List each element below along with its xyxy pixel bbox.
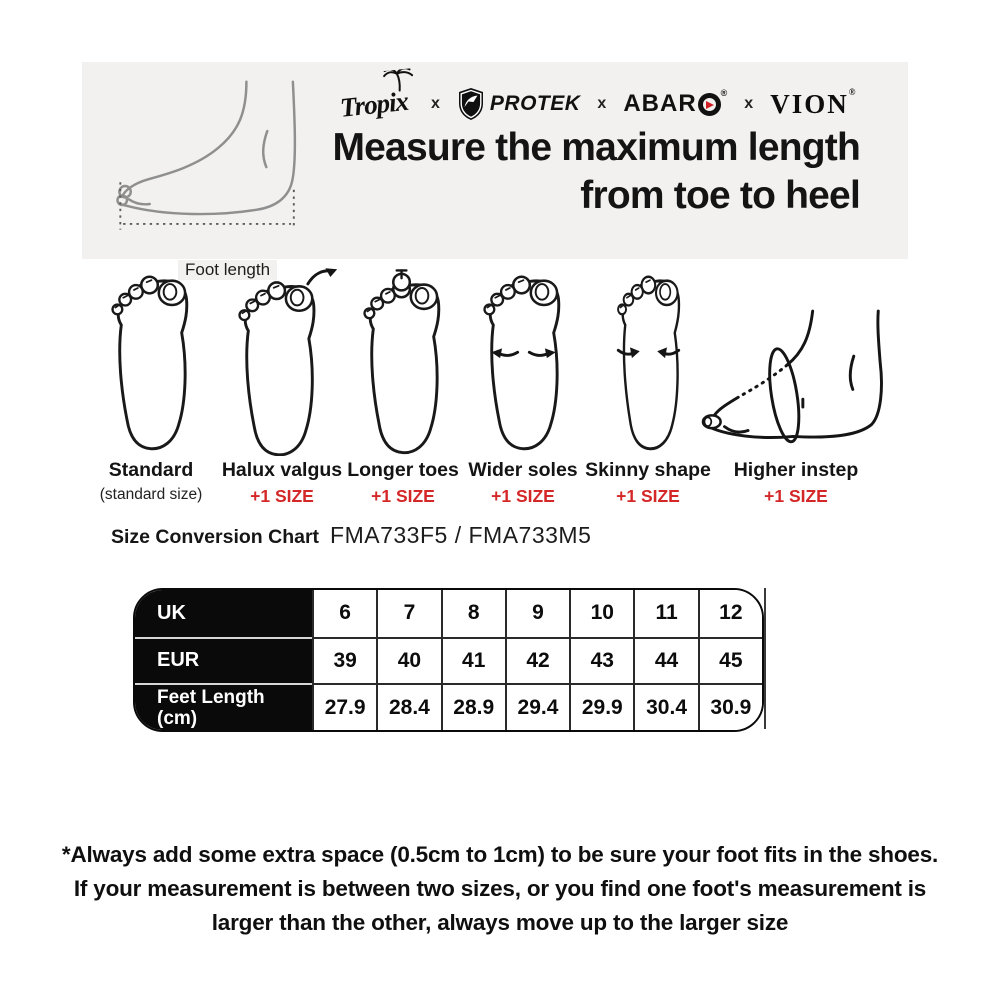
disclaimer (0, 838, 1000, 940)
foot-type-label: Standard (108, 459, 194, 481)
table-cell: 28.4 (376, 683, 440, 730)
vion-logo-text: VION (770, 88, 849, 119)
table-cell: 6 (312, 590, 376, 637)
foot-type-standard (76, 268, 226, 504)
protek-shield-icon (457, 87, 485, 121)
disclaimer-line2: If your measurement is between two sizes, or you find one foot's measurement is (73, 876, 927, 901)
foot-length-label: Foot length (178, 260, 277, 280)
disclaimer-line3: larger than the other, always move up to the larger size (211, 910, 789, 935)
size-conversion-table (133, 588, 764, 732)
tropix-logo-text: Tropix (338, 85, 410, 123)
hero-banner (82, 62, 908, 279)
foot-type-higher-instep (686, 268, 906, 507)
protek-logo-text: PROTEK (489, 92, 581, 115)
table-cell: 40 (376, 637, 440, 684)
foot-type-label: Higher instep (733, 459, 859, 481)
row-header-eur: EUR (135, 637, 312, 684)
logo-separator: x (744, 95, 754, 112)
table-cell: 12 (698, 590, 762, 637)
table-cell: 8 (441, 590, 505, 637)
foot-type-size-note: +1 SIZE (371, 486, 435, 506)
size-chart-title: Size Conversion Chart (111, 526, 320, 548)
foot-side-measure-illustration (108, 76, 345, 242)
headline-line2: from toe to heel (580, 174, 860, 217)
tropix-logo (339, 85, 416, 124)
abaro-o-icon (698, 93, 721, 116)
foot-sole-wider-soles-illustration (467, 268, 579, 456)
table-cell: 30.4 (633, 683, 697, 730)
table-cell: 45 (698, 637, 762, 684)
table-cell: 9 (505, 590, 569, 637)
registered-mark: ® (720, 88, 728, 98)
table-cell: 44 (633, 637, 697, 684)
table-cell: 11 (633, 590, 697, 637)
disclaimer-line1: *Always add some extra space (0.5cm to 1cm) to be sure your foot fits in the shoes. (61, 842, 939, 867)
vion-logo (770, 86, 858, 120)
registered-mark: ® (848, 86, 858, 97)
table-cell: 10 (569, 590, 633, 637)
size-table-grid (135, 590, 762, 730)
foot-type-label: Wider soles (468, 459, 578, 481)
foot-type-label: Longer toes (347, 459, 459, 481)
row-header-uk: UK (135, 590, 312, 637)
table-cell: 29.4 (505, 683, 569, 730)
table-cell: 27.9 (312, 683, 376, 730)
table-cell: 39 (312, 637, 376, 684)
row-header-feet-length: Feet Length (cm) (135, 683, 312, 730)
foot-type-note: (standard size) (99, 486, 203, 503)
table-cell: 7 (376, 590, 440, 637)
table-cell: 41 (441, 637, 505, 684)
foot-sole-longer-toes-illustration (347, 268, 459, 456)
foot-type-size-note: +1 SIZE (491, 486, 555, 506)
table-cell: 43 (569, 637, 633, 684)
table-cell: 28.9 (441, 683, 505, 730)
foot-type-size-note: +1 SIZE (250, 486, 314, 506)
headline (332, 124, 860, 220)
table-right-edge-line (764, 588, 766, 729)
size-chart-model-codes: FMA733F5 / FMA733M5 (330, 522, 592, 548)
brand-logo-row (340, 78, 857, 130)
table-cell: 42 (505, 637, 569, 684)
foot-type-label: Skinny shape (585, 459, 711, 481)
foot-type-size-note: +1 SIZE (616, 486, 680, 506)
table-cell: 30.9 (698, 683, 762, 730)
logo-separator: x (431, 95, 440, 112)
foot-sole-halux-valgus-illustration (220, 268, 344, 456)
foot-sole-standard-illustration (95, 268, 207, 456)
abaro-logo (623, 90, 727, 118)
logo-separator: x (597, 95, 607, 112)
foot-side-higher-instep-illustration (691, 268, 901, 456)
protek-logo (457, 87, 581, 121)
headline-line1: Measure the maximum length (332, 126, 860, 169)
foot-type-size-note: +1 SIZE (764, 486, 828, 506)
size-chart-title-row (111, 522, 591, 549)
table-cell: 29.9 (569, 683, 633, 730)
foot-type-label: Halux valgus (221, 459, 343, 481)
palm-tree-icon (383, 68, 415, 93)
abaro-logo-text: ABAR (623, 90, 697, 117)
